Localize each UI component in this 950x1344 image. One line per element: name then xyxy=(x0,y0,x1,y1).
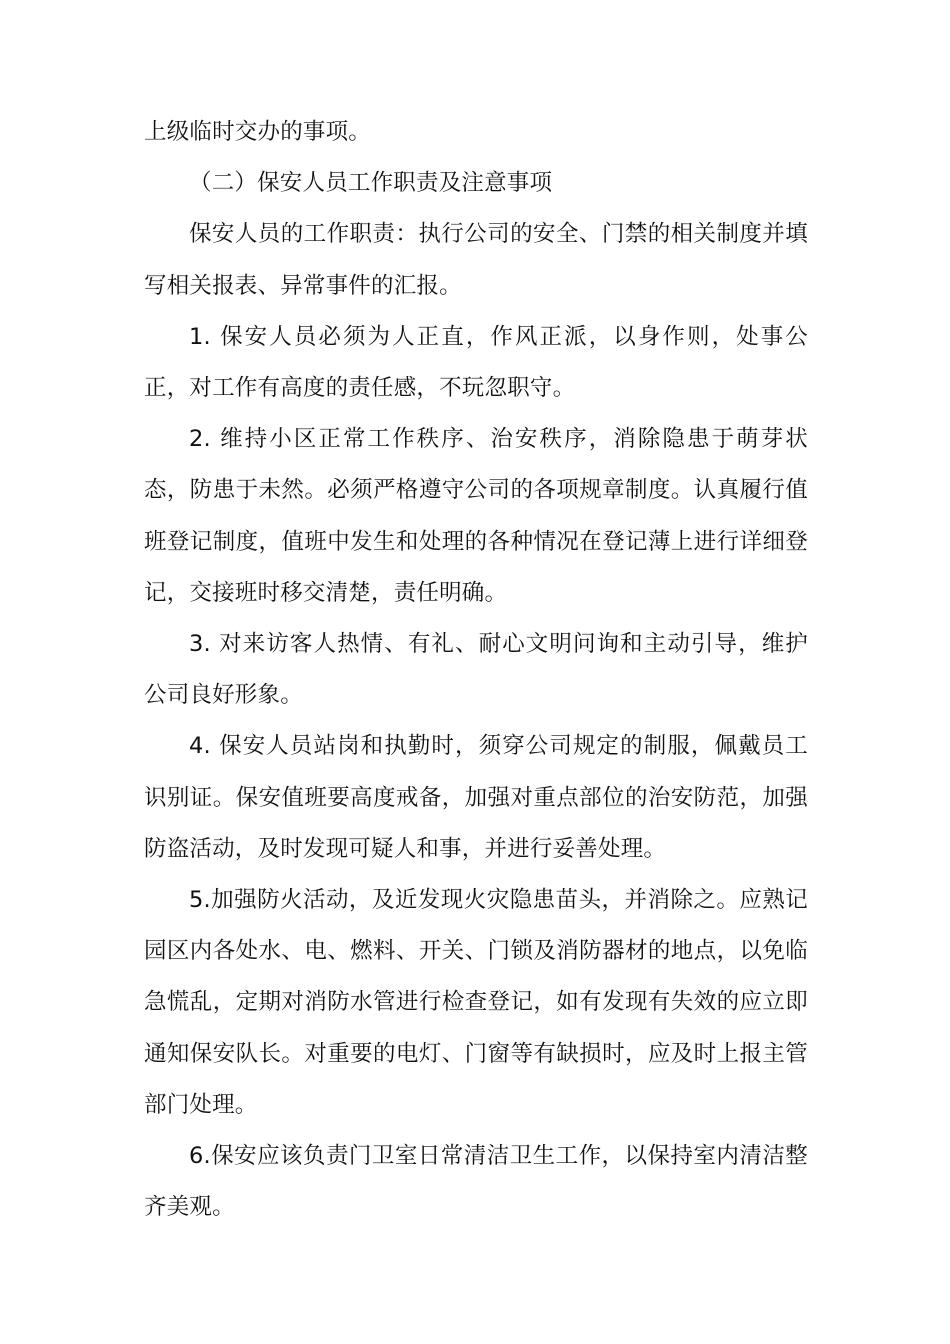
section-heading: （二）保安人员工作职责及注意事项 xyxy=(189,170,553,197)
continuation-text: 上级临时交办的事项。 xyxy=(144,119,372,145)
duty-item-2: 2. 维持小区正常工作秩序、治安秩序，消除隐患于萌芽状态，防患于未然。必须严格遵守公司的各项规章制度。认真履行值班登记制度，值班中发生和处理的各种情况在登记薄上进行详细登记，交接班时移交清楚，责任明确。 xyxy=(144,426,808,606)
document-body xyxy=(144,107,808,1233)
duty-item-4: 4. 保安人员站岗和执勤时，须穿公司规定的制服，佩戴员工识别证。保安值班要高度戒备，加强对重点部位的治安防范，加强防盗活动，及时发现可疑人和事，并进行妥善处理。 xyxy=(144,733,808,862)
duty-item-3: 3. 对来访客人热情、有礼、耐心文明问询和主动引导，维护公司良好形象。 xyxy=(144,631,808,709)
duty-item-5: 5.加强防火活动，及近发现火灾隐患苗头，并消除之。应熟记园区内各处水、电、燃料、开关、门锁及消防器材的地点，以免临急慌乱，定期对消防水管进行检查登记，如有发现有失效的应立即通知保安队长。对重要的电灯、门窗等有缺损时，应及时上报主管部门处理。 xyxy=(144,887,808,1118)
duty-item-6: 6.保安应该负责门卫室日常清洁卫生工作，以保持室内清洁整齐美观。 xyxy=(144,1143,808,1221)
duty-item-1: 1. 保安人员必须为人正直，作风正派，以身作则，处事公正，对工作有高度的责任感，不玩忽职守。 xyxy=(144,323,808,402)
intro-paragraph: 保安人员的工作职责：执行公司的安全、门禁的相关制度并填写相关报表、异常事件的汇报。 xyxy=(144,221,808,299)
